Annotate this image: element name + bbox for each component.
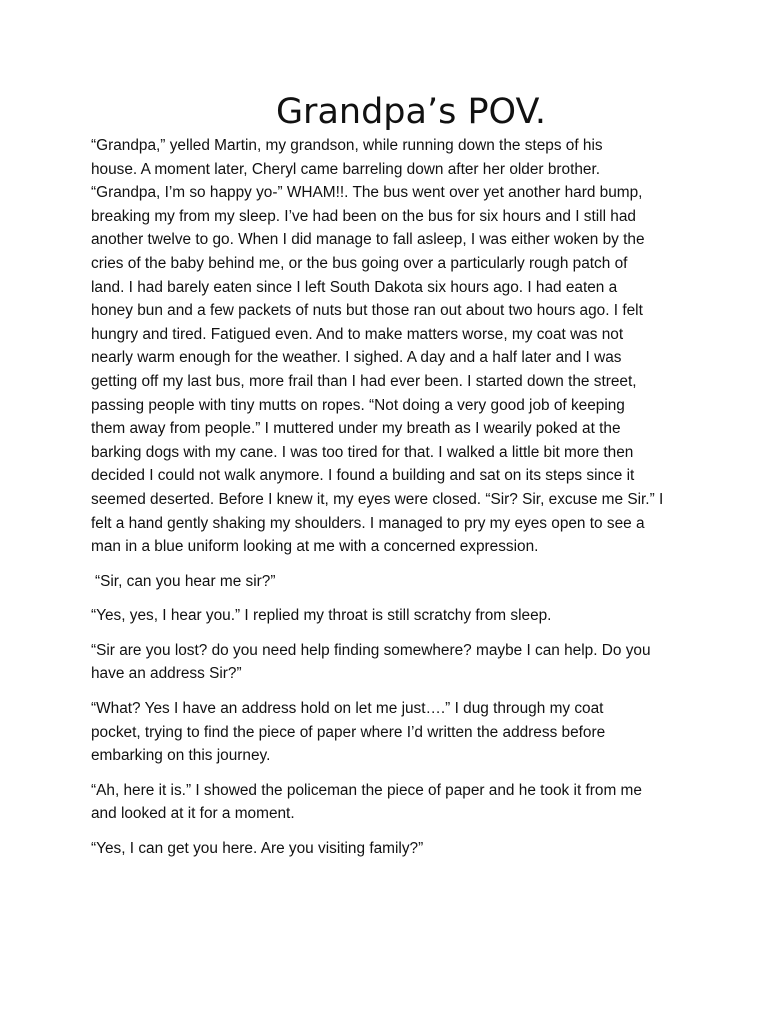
text-line: and looked at it for a moment. (91, 805, 295, 823)
text-line: passing people with tiny mutts on ropes. “Not doing a very good job of keeping (91, 396, 625, 414)
document-body (91, 134, 686, 861)
text-line: land. I had barely eaten since I left South Dakota six hours ago. I had eaten a (91, 278, 618, 296)
paragraph-3 (91, 604, 686, 628)
text-line: breaking my from my sleep. I’ve had been on the bus for six hours and I still had (91, 207, 636, 225)
text-line: hungry and tired. Fatigued even. And to make matters worse, my coat was not (91, 325, 624, 343)
text-line: “Ah, here it is.” I showed the policeman the piece of paper and he took it from me (91, 781, 642, 799)
text-line: “Grandpa, I’m so happy yo-” WHAM!!. The bus went over yet another hard bump, (91, 184, 643, 202)
text-line: have an address Sir?” (91, 665, 242, 683)
text-line: decided I could not walk anymore. I found a building and sat on its steps since it (91, 467, 635, 485)
text-line: them away from people.” I muttered under my breath as I wearily poked at the (91, 420, 621, 438)
paragraph-5 (91, 697, 686, 768)
text-line: another twelve to go. When I did manage to fall asleep, I was either woken by the (91, 231, 645, 249)
text-line: felt a hand gently shaking my shoulders. I managed to pry my eyes open to see a (91, 514, 645, 532)
document-title: Grandpa’s POV. (275, 92, 547, 132)
text-line: man in a blue uniform looking at me with a concerned expression. (91, 538, 539, 556)
text-line: pocket, trying to find the piece of paper where I’d written the address before (91, 723, 606, 741)
text-line: cries of the baby behind me, or the bus going over a particularly rough patch of (91, 254, 628, 272)
text-line: nearly warm enough for the weather. I sighed. A day and a half later and I was (91, 349, 622, 367)
paragraph-4 (91, 639, 686, 686)
paragraph-1 (91, 134, 686, 559)
text-line: “Sir, can you hear me sir?” (95, 572, 276, 590)
text-line: house. A moment later, Cheryl came barreling down after her older brother. (91, 160, 601, 178)
text-line: “Grandpa,” yelled Martin, my grandson, while running down the steps of his (91, 137, 603, 154)
paragraph-2 (91, 570, 686, 594)
text-line: “Yes, I can get you here. Are you visiting family?” (91, 840, 424, 858)
text-line: getting off my last bus, more frail than I had ever been. I started down the street, (91, 372, 637, 390)
text-line: “What? Yes I have an address hold on let me just….” I dug through my coat (91, 700, 604, 718)
paragraph-6 (91, 779, 686, 826)
text-line: “Sir are you lost? do you need help finding somewhere? maybe I can help. Do you (91, 641, 651, 659)
text-line: seemed deserted. Before I knew it, my eyes were closed. “Sir? Sir, excuse me Sir.” I (91, 490, 664, 508)
text-line: barking dogs with my cane. I was too tired for that. I walked a little bit more then (91, 443, 634, 461)
text-line: honey bun and a few packets of nuts but those ran out about two hours ago. I felt (91, 302, 643, 320)
text-line: “Yes, yes, I hear you.” I replied my throat is still scratchy from sleep. (91, 607, 552, 625)
text-line: embarking on this journey. (91, 747, 271, 765)
paragraph-7 (91, 837, 686, 861)
